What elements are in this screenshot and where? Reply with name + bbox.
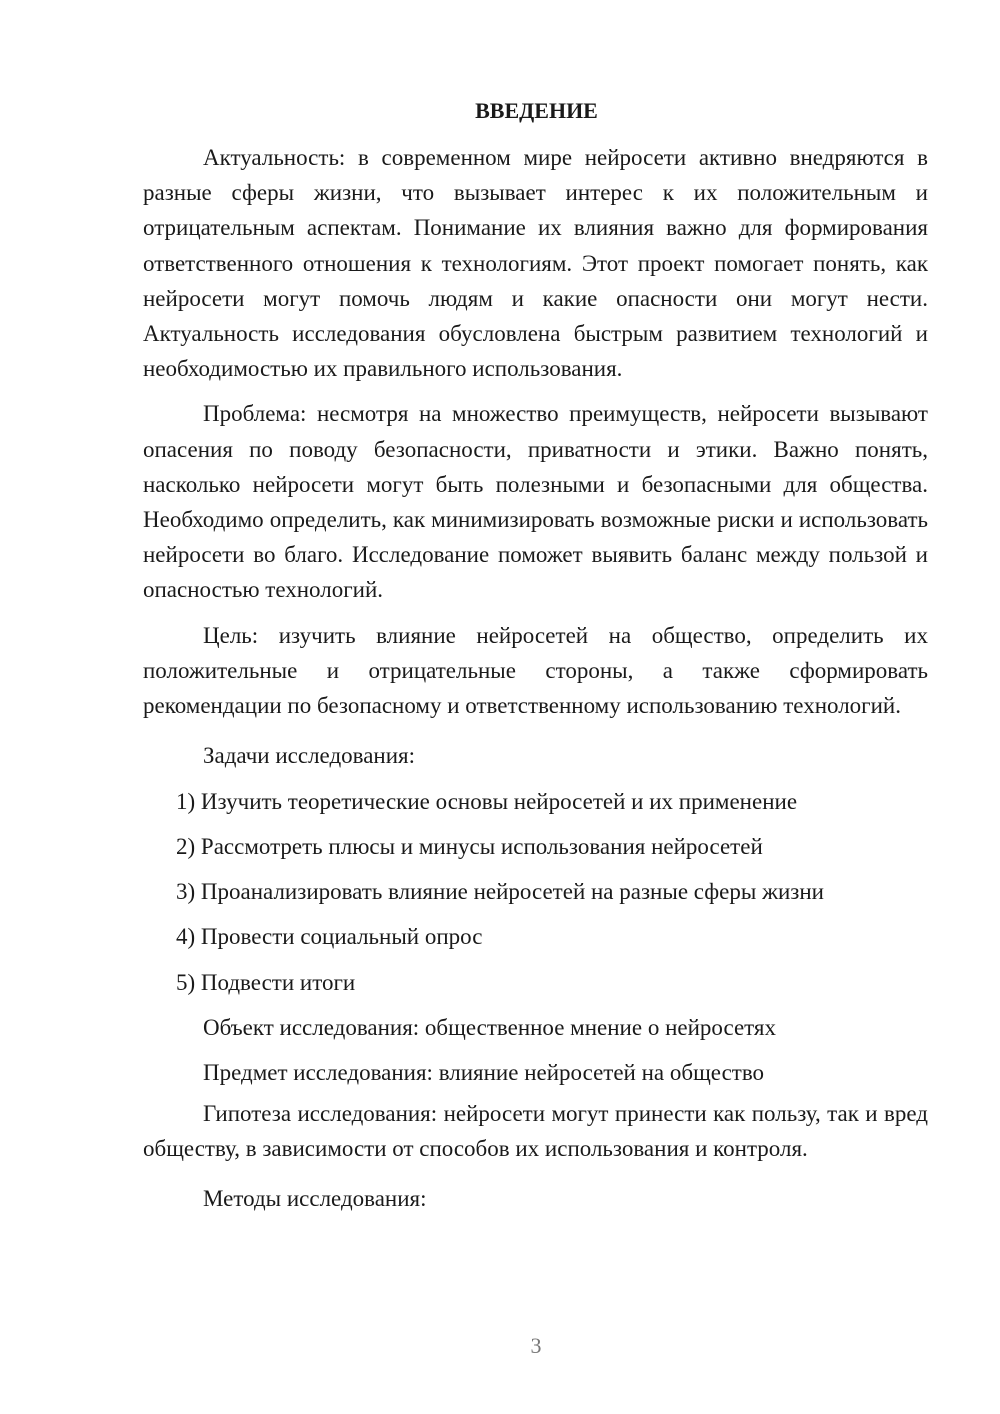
research-hypothesis: Гипотеза исследования: нейросети могут принести как пользу, так и вред обществу, в зависимости от способов их использования и контроля.: [143, 1100, 928, 1161]
page-content: [143, 96, 928, 1221]
relevance-paragraph: Актуальность: в современном мире нейросети активно внедряются в разные сферы жизни, что вызывает интерес к их положительным и отрицательным аспектам. Понимание их влияния важно для формирования ответственного отношения к технологиям. Этот проект помогает понять, как нейросети могут помочь людям и какие опасности они могут нести. Актуальность исследования обусловлена быстрым развитием технологий и необходимостью их правильного использования.: [143, 145, 928, 382]
task-item-1: 1) Изучить теоретические основы нейросетей и их применение: [176, 788, 798, 814]
page-number: 3: [530, 1333, 542, 1358]
research-subject: Предмет исследования: влияние нейросетей на общество: [203, 1060, 765, 1086]
research-object: Объект исследования: общественное мнение о нейросетях: [203, 1015, 776, 1041]
task-item-3: 3) Проанализировать влияние нейросетей на разные сферы жизни: [176, 879, 824, 905]
task-item-5: 5) Подвести итоги: [176, 969, 356, 995]
task-item-4: 4) Провести социальный опрос: [176, 924, 483, 950]
task-item-2: 2) Рассмотреть плюсы и минусы использования нейросетей: [176, 833, 763, 859]
problem-paragraph: Проблема: несмотря на множество преимуществ, нейросети вызывают опасения по поводу безопасности, приватности и этики. Важно понять, насколько нейросети могут быть полезными и безопасными для общества. Необходимо определить, как минимизировать возможные риски и использовать нейросети во благо. Исследование поможет выявить баланс между пользой и опасностью технологий.: [143, 401, 928, 603]
goal-paragraph: Цель: изучить влияние нейросетей на общество, определить их положительные и отрицательные стороны, а также сформировать рекомендации по безопасному и ответственному использованию технологий.: [143, 622, 928, 719]
methods-heading: Методы исследования:: [203, 1186, 427, 1212]
tasks-heading: Задачи исследования:: [203, 743, 416, 769]
section-title: ВВЕДЕНИЕ: [475, 98, 598, 123]
